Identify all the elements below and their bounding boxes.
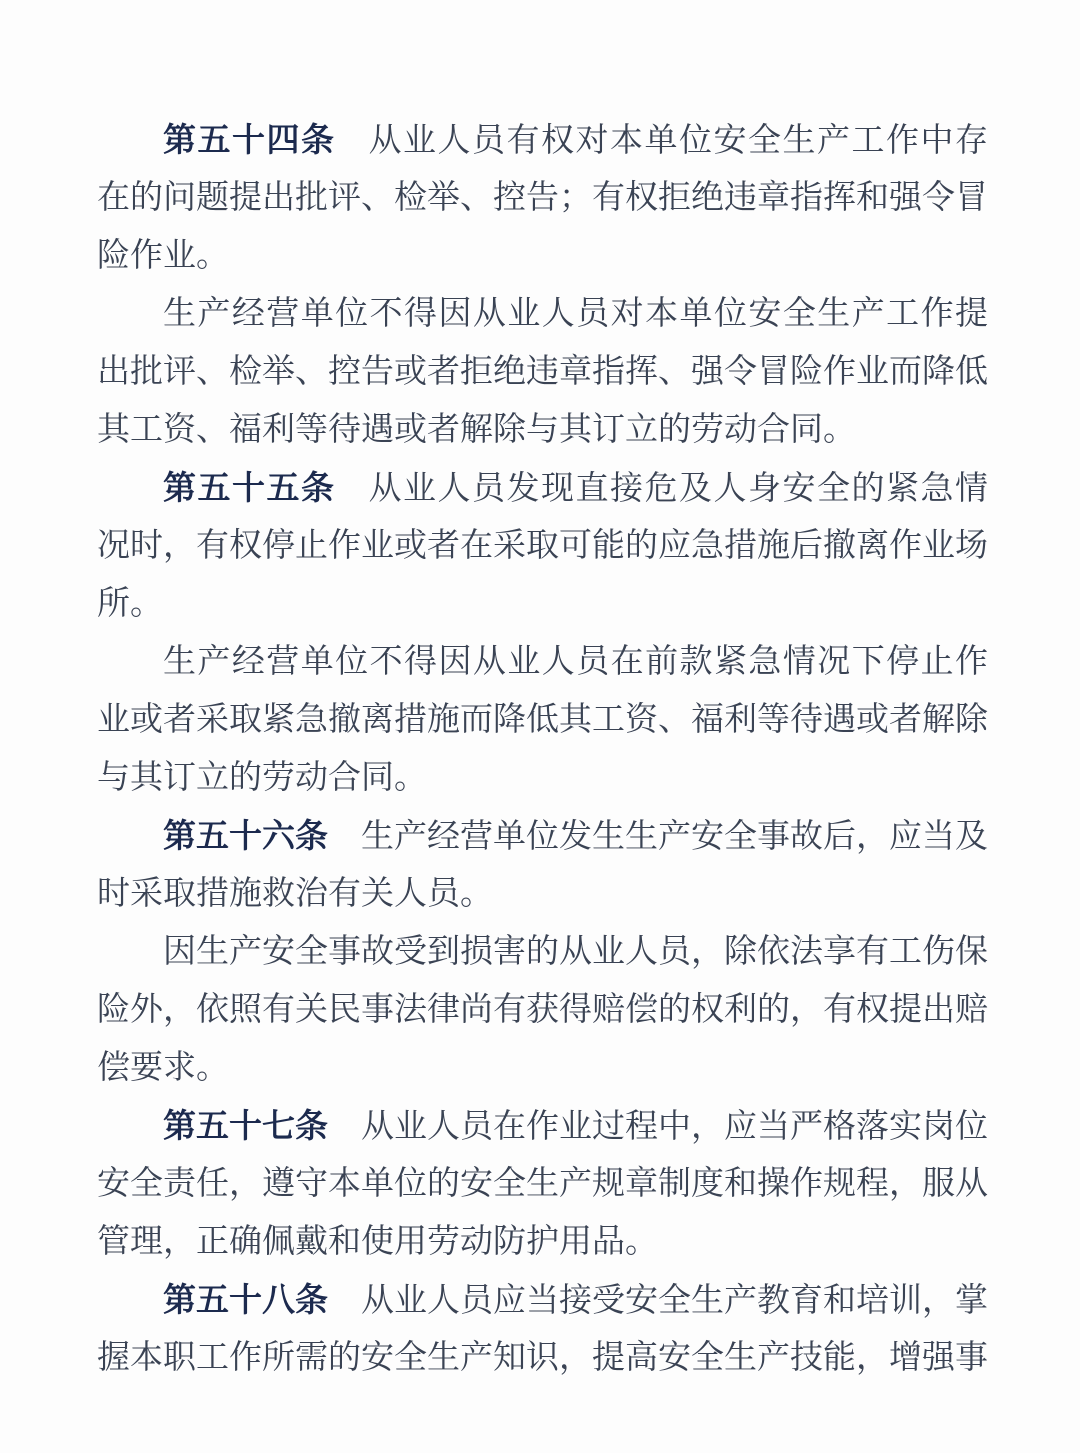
text-line (97, 633, 988, 691)
article-text: 生产经营单位发生生产安全事故后，应当及 (361, 819, 988, 855)
text-line (97, 749, 988, 807)
article-text: 因生产安全事故受到损害的从业人员，除依法享有工伤保 (163, 934, 988, 970)
text-line (97, 1329, 988, 1387)
text-line (97, 517, 988, 575)
text-line (97, 459, 988, 517)
article-text: 安全责任，遵守本单位的安全生产规章制度和操作规程，服从 (97, 1166, 988, 1202)
article-text: 从业人员发现直接危及人身安全的紧急情 (368, 471, 988, 507)
text-line (97, 807, 988, 865)
article-number: 第五十六条 (163, 817, 328, 854)
article-text: 所。 (97, 586, 163, 622)
text-line (97, 923, 988, 981)
text-line (97, 691, 988, 749)
article-text: 况时，有权停止作业或者在采取可能的应急措施后撤离作业场 (97, 528, 988, 564)
article-text: 管理，正确佩戴和使用劳动防护用品。 (97, 1224, 658, 1260)
article-text: 险外，依照有关民事法律尚有获得赔偿的权利的，有权提出赔 (97, 992, 988, 1028)
article-text: 在的问题提出批评、检举、控告；有权拒绝违章指挥和强令冒 (97, 180, 988, 216)
article-text: 从业人员有权对本单位安全生产工作中存 (368, 123, 988, 159)
article-text: 握本职工作所需的安全生产知识，提高安全生产技能，增强事 (97, 1340, 988, 1376)
text-line (97, 575, 988, 633)
text-line (97, 227, 988, 285)
article-number: 第五十五条 (163, 469, 336, 506)
article-text: 生产经营单位不得因从业人员对本单位安全生产工作提 (163, 296, 988, 332)
article-text: 其工资、福利等待遇或者解除与其订立的劳动合同。 (97, 412, 856, 448)
article-text: 出批评、检举、控告或者拒绝违章指挥、强令冒险作业而降低 (97, 354, 988, 390)
text-line (97, 1097, 988, 1155)
text-line (97, 1271, 988, 1329)
text-line (97, 111, 988, 169)
article-text: 偿要求。 (97, 1050, 229, 1086)
article-text: 险作业。 (97, 238, 229, 274)
article-number: 第五十四条 (163, 121, 336, 158)
text-line (97, 169, 988, 227)
text-line (97, 285, 988, 343)
text-line (97, 865, 988, 923)
article-text: 业或者采取紧急撤离措施而降低其工资、福利等待遇或者解除 (97, 702, 988, 738)
text-line (97, 1213, 988, 1271)
text-line (97, 1155, 988, 1213)
article-text: 与其订立的劳动合同。 (97, 760, 427, 796)
article-number: 第五十七条 (163, 1107, 328, 1144)
article-number: 第五十八条 (163, 1281, 328, 1318)
text-line (97, 1039, 988, 1097)
article-text: 从业人员应当接受安全生产教育和培训，掌 (361, 1283, 988, 1319)
text-line (97, 981, 988, 1039)
text-line (97, 343, 988, 401)
article-text: 时采取措施救治有关人员。 (97, 876, 493, 912)
article-text: 从业人员在作业过程中，应当严格落实岗位 (361, 1109, 988, 1145)
article-text: 生产经营单位不得因从业人员在前款紧急情况下停止作 (163, 644, 988, 680)
text-line (97, 401, 988, 459)
